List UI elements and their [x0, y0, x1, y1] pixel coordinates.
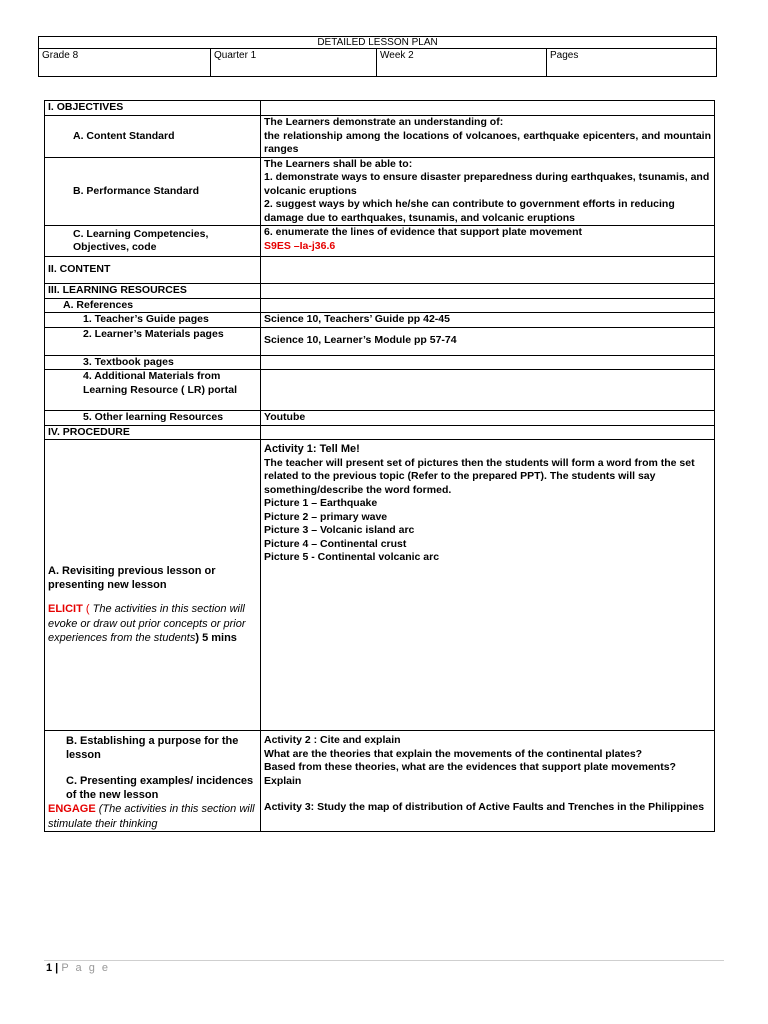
textbook-empty [261, 355, 715, 370]
competencies-value [261, 226, 715, 257]
content-standard-value [261, 116, 715, 158]
header-table [38, 36, 717, 77]
learners-materials-label: 2. Learner’s Materials pages [45, 327, 261, 355]
page-word: P a g e [61, 962, 110, 974]
performance-standard-line1: The Learners shall be able to: [264, 157, 413, 170]
purpose-label: B. Establishing a purpose for the lesson [66, 735, 239, 761]
learners-materials-value: Science 10, Learner’s Module pp 57-74 [261, 327, 715, 355]
content-heading: II. CONTENT [45, 257, 261, 284]
competencies-code: S9ES –Ia-j36.6 [264, 239, 336, 252]
picture-item: Picture 2 – primary wave [264, 510, 388, 523]
performance-standard-line3: 2. suggest ways by which he/she can contribute to government efforts in reducing damage due to earthquakes, tsunamis, and volcanic eruptions [264, 198, 675, 224]
picture-item: Picture 5 - Continental volcanic arc [264, 551, 440, 563]
teachers-guide-label: 1. Teacher’s Guide pages [45, 313, 261, 328]
activity1-title: Activity 1: Tell Me! [264, 443, 360, 455]
references-label: A. References [45, 298, 261, 313]
elicit-text [48, 603, 245, 644]
picture-item: Picture 3 – Volcanic island arc [264, 524, 415, 536]
page-footer [46, 962, 110, 974]
footer-separator: | [52, 962, 62, 974]
picture-item: Picture 1 – Earthquake [264, 497, 378, 509]
pages-cell: Pages [547, 49, 717, 77]
performance-standard-label: B. Performance Standard [45, 157, 261, 226]
content-standard-label: A. Content Standard [45, 116, 261, 158]
engage-text [48, 803, 255, 830]
teachers-guide-value: Science 10, Teachers’ Guide pp 42-45 [261, 313, 715, 328]
footer-divider [44, 960, 724, 961]
references-empty [261, 298, 715, 313]
elicit-open: ( [82, 603, 93, 616]
purpose-cell [45, 731, 261, 832]
elicit-description: The activities in this section will evoke or draw out prior concepts or prior experiences from the students [48, 603, 246, 645]
competencies-line1: 6. enumerate the lines of evidence that support plate movement [264, 226, 582, 238]
activity1-description: The teacher will present set of pictures then the students will form a word from the set related to the previous topic (Refer to the prepared PPT). The students will say something/describe the word formed. [264, 456, 695, 496]
elicit-word: ELICIT [48, 603, 83, 616]
performance-standard-value [261, 157, 715, 226]
resources-heading: III. LEARNING RESOURCES [45, 284, 261, 299]
document-title: DETAILED LESSON PLAN [39, 37, 717, 49]
additional-materials-empty [261, 370, 715, 411]
activity3-text: Activity 3: Study the map of distribution of Active Faults and Trenches in the Philippines [264, 801, 705, 813]
objectives-heading: I. OBJECTIVES [45, 101, 261, 116]
activity2-cell [261, 731, 715, 832]
resources-empty [261, 284, 715, 299]
activity1-cell [261, 440, 715, 731]
picture-item: Picture 4 – Continental crust [264, 537, 407, 550]
activity2-question1: What are the theories that explain the movements of the continental plates? [264, 747, 643, 760]
presenting-examples-label: C. Presenting examples/ incidences of the new lesson [66, 775, 254, 801]
activity2-title: Activity 2 : Cite and explain [264, 734, 401, 746]
revisiting-lesson-label: A. Revisiting previous lesson or presenting new lesson [48, 565, 216, 592]
engage-description: (The activities in this section will stimulate their thinking [48, 803, 255, 830]
procedure-heading: IV. PROCEDURE [45, 425, 261, 440]
grade-cell: Grade 8 [39, 49, 211, 77]
textbook-label: 3. Textbook pages [45, 355, 261, 370]
revisiting-lesson-cell [45, 440, 261, 731]
elicit-close: ) 5 mins [195, 632, 237, 645]
lesson-plan-table [44, 100, 715, 832]
other-resources-label: 5. Other learning Resources [45, 411, 261, 426]
page-number: 1 [46, 962, 53, 974]
procedure-empty [261, 425, 715, 440]
quarter-cell: Quarter 1 [211, 49, 377, 77]
week-cell: Week 2 [377, 49, 547, 77]
other-resources-value: Youtube [261, 411, 715, 426]
objectives-empty [261, 101, 715, 116]
content-empty [261, 257, 715, 284]
competencies-label: C. Learning Competencies, Objectives, code [45, 226, 261, 257]
additional-materials-label: 4. Additional Materials from Learning Resource ( LR) portal [45, 370, 261, 411]
activity2-question2: Based from these theories, what are the evidences that support plate movements? Explain [264, 761, 676, 787]
content-standard-line2: the relationship among the locations of volcanoes, earthquake epicenters, and mountain ranges [264, 129, 711, 155]
engage-word: ENGAGE [48, 803, 96, 815]
content-standard-line1: The Learners demonstrate an understanding of: [264, 116, 504, 128]
performance-standard-line2: 1. demonstrate ways to ensure disaster preparedness during earthquakes, tsunamis, and volcanic eruptions [264, 171, 710, 197]
